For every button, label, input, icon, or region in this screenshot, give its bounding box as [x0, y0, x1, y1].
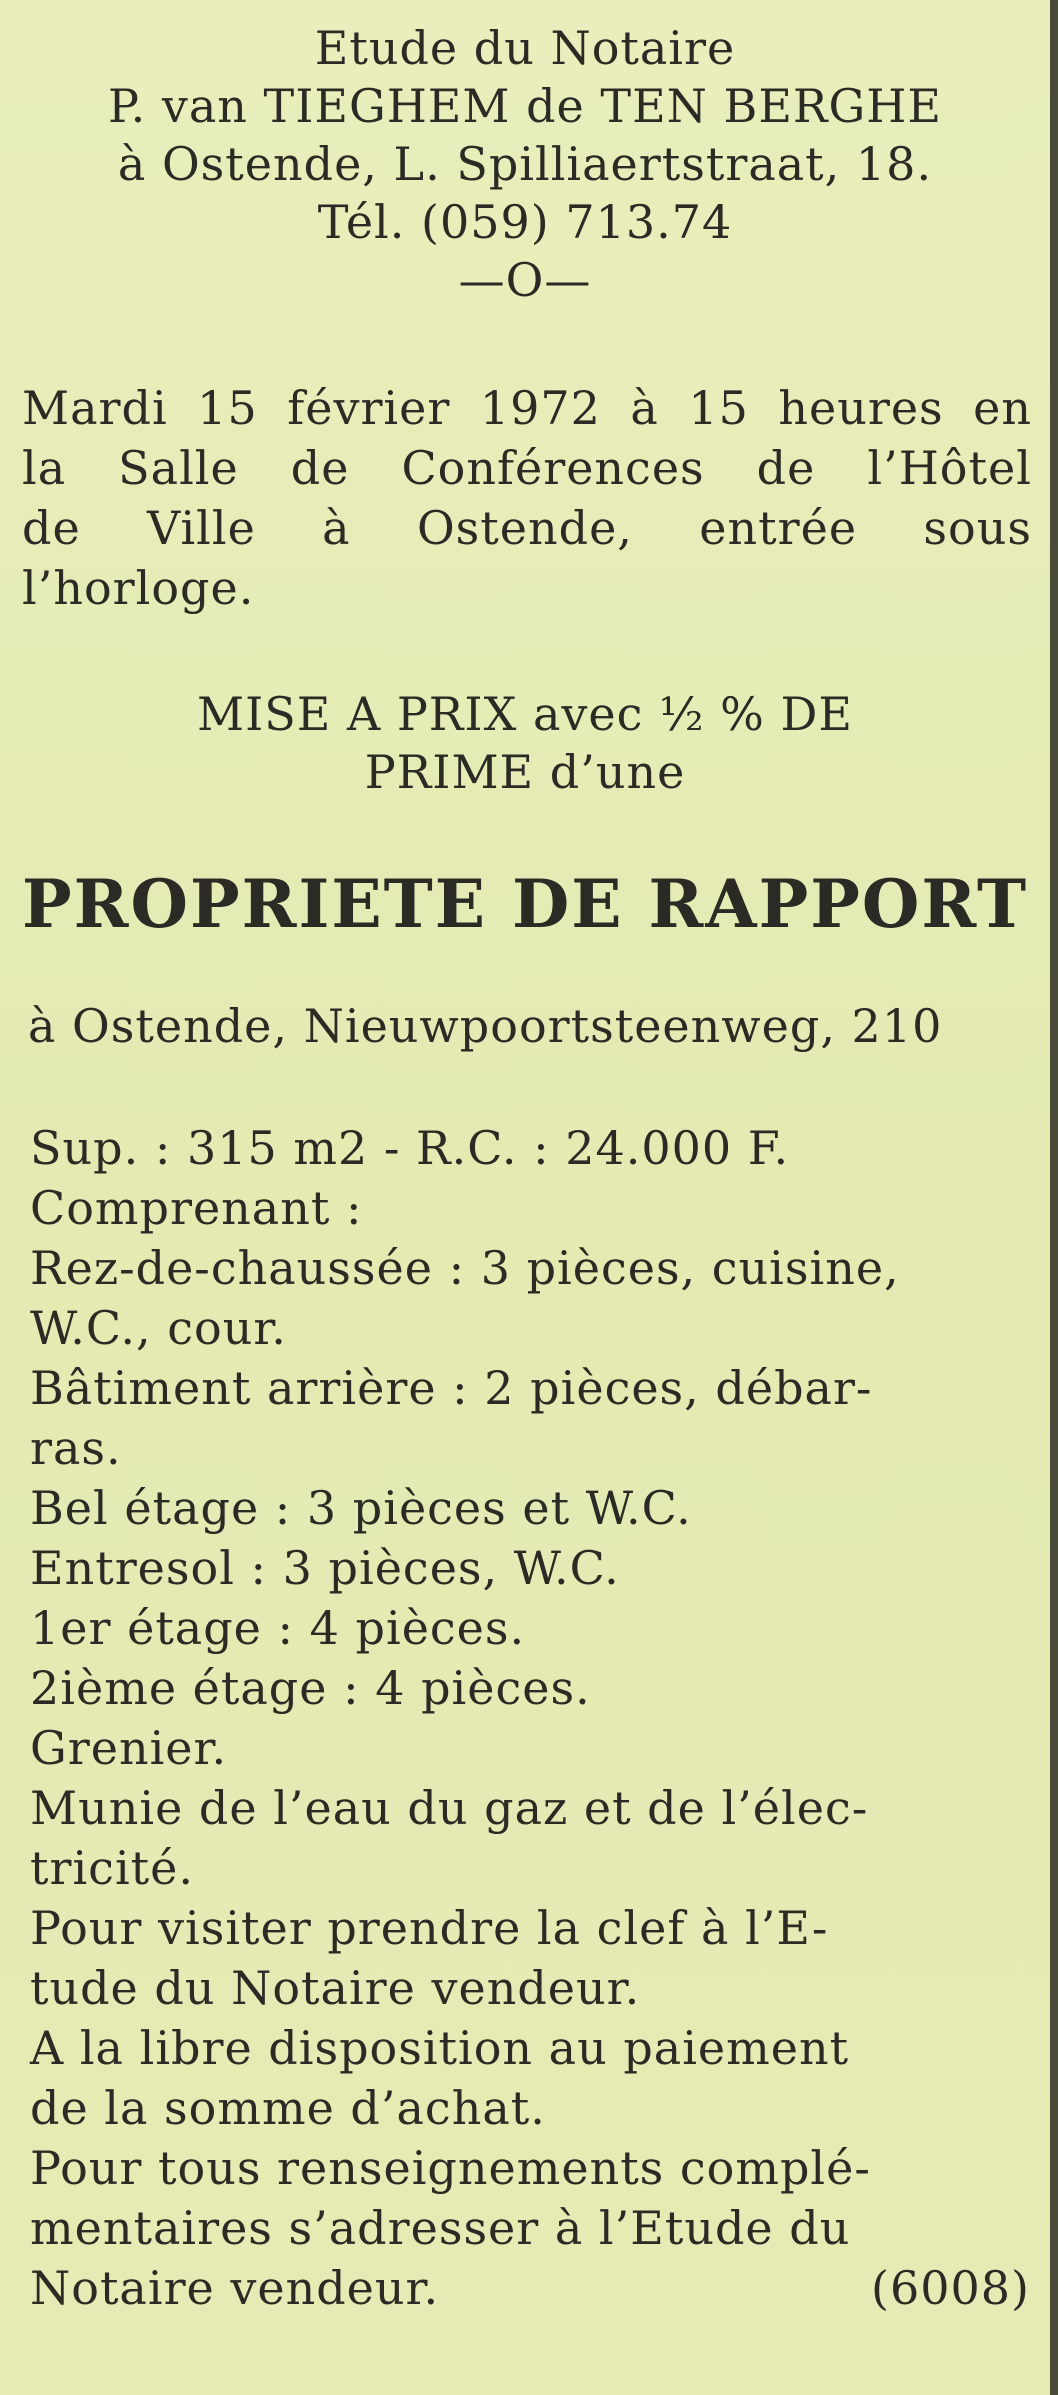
header-notary-name: P. van TIEGHEM de TEN BERGHE [107, 79, 942, 133]
detail-line: de la somme d’achat. [30, 2081, 546, 2135]
detail-line: A la libre disposition au paiement [30, 2021, 850, 2075]
detail-line: Bâtiment arrière : 2 pièces, débar- [30, 1361, 873, 1415]
detail-line: 1er étage : 4 pièces. [30, 1601, 526, 1655]
detail-line: tricité. [30, 1841, 194, 1895]
header-line-1: Etude du Notaire [314, 21, 736, 75]
detail-line: Bel étage : 3 pièces et W.C. [30, 1481, 692, 1535]
property-address: à Ostende, Nieuwpoortsteenweg, 210 [28, 999, 943, 1053]
detail-line: tude du Notaire vendeur. [30, 1961, 641, 2015]
intro-line-4: l’horloge. [22, 561, 255, 615]
detail-line: ras. [30, 1421, 122, 1475]
intro-line-1: Mardi 15 février 1972 à 15 heures en [22, 381, 1032, 435]
detail-line: 2ième étage : 4 pièces. [30, 1661, 591, 1715]
property-title: PROPRIETE DE RAPPORT [22, 865, 1029, 943]
detail-line: Pour visiter prendre la clef à l’E- [30, 1901, 829, 1955]
mise-a-prix-line-2: PRIME d’une [364, 745, 686, 799]
ad-reference-number: (6008) [871, 2261, 1030, 2315]
detail-line: mentaires s’adresser à l’Etude du [30, 2201, 851, 2255]
detail-line: Pour tous renseignements complé- [30, 2141, 871, 2195]
detail-line: Sup. : 315 m2 - R.C. : 24.000 F. [30, 1121, 790, 1175]
detail-line: Entresol : 3 pièces, W.C. [30, 1541, 620, 1595]
header-address: à Ostende, L. Spilliaertstraat, 18. [117, 137, 933, 191]
mise-a-prix-line-1: MISE A PRIX avec ½ % DE [197, 687, 853, 741]
detail-line: Notaire vendeur. [30, 2261, 440, 2315]
header-phone: Tél. (059) 713.74 [317, 195, 733, 249]
detail-line: Rez-de-chaussée : 3 pièces, cuisine, [30, 1241, 900, 1295]
detail-line: Grenier. [30, 1721, 228, 1775]
clipping-edge [1050, 0, 1058, 2395]
intro-line-3: de Ville à Ostende, entrée sous [22, 501, 1032, 555]
detail-line: W.C., cour. [30, 1301, 287, 1355]
detail-line: Comprenant : [30, 1181, 363, 1235]
intro-line-2: la Salle de Conférences de l’Hôtel [22, 441, 1032, 495]
detail-line: Munie de l’eau du gaz et de l’élec- [30, 1781, 869, 1835]
header-separator: —O— [458, 253, 592, 307]
